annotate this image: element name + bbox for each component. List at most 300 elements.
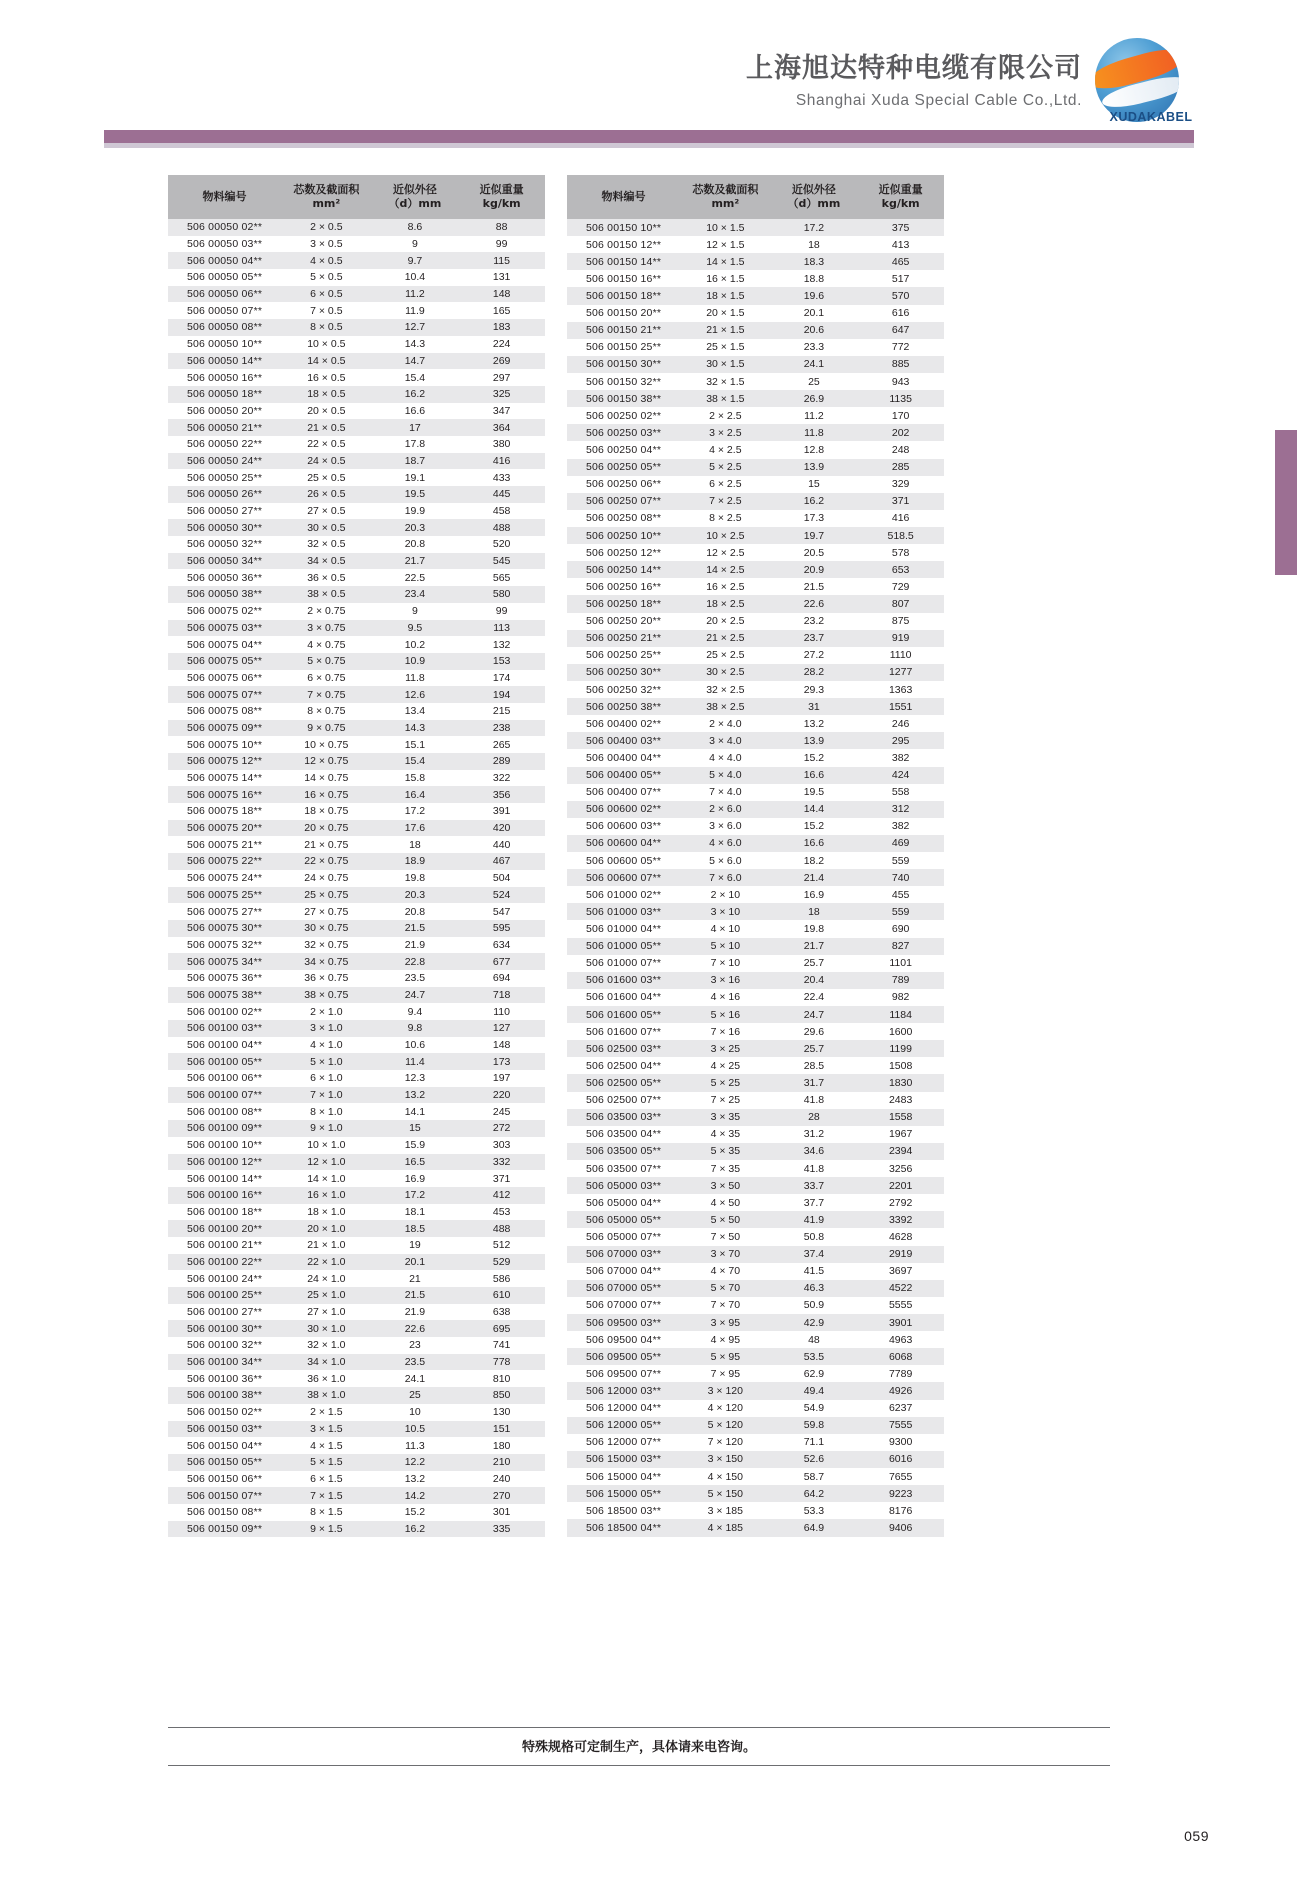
table-row: [168, 269, 545, 286]
col-header-cores-line2: mm²: [312, 197, 341, 210]
cell-outer-diameter: 17: [409, 421, 421, 434]
cell-outer-diameter: 16.5: [404, 1155, 426, 1168]
cell-cores-area: 14 × 0.75: [304, 772, 349, 785]
table-row: [567, 407, 944, 424]
cell-outer-diameter: 23.7: [803, 632, 825, 645]
table-row: [567, 270, 944, 287]
cell-code: 506 00050 10**: [186, 338, 263, 351]
cell-weight: 412: [492, 1189, 511, 1202]
cell-weight: 289: [492, 755, 511, 768]
cell-cores-area: 25 × 1.0: [307, 1289, 346, 1302]
table-row: [168, 302, 545, 319]
cell-outer-diameter: 14.1: [404, 1105, 426, 1118]
cell-code: 506 00600 07**: [585, 871, 662, 884]
cell-outer-diameter: 10.5: [404, 1422, 426, 1435]
cell-code: 506 00075 38**: [186, 988, 263, 1001]
cell-cores-area: 24 × 0.5: [307, 454, 346, 467]
cell-outer-diameter: 18.3: [803, 255, 825, 268]
table-row: [168, 670, 545, 687]
cell-cores-area: 25 × 0.5: [307, 471, 346, 484]
cell-weight: 173: [492, 1055, 511, 1068]
table-row: [567, 972, 944, 989]
cell-weight: 115: [493, 254, 510, 267]
cell-outer-diameter: 14.3: [404, 338, 426, 351]
cell-weight: 504: [492, 872, 511, 885]
cell-outer-diameter: 13.9: [803, 461, 825, 474]
logo-wordmark: XUDAKABEL: [1109, 110, 1193, 124]
cell-outer-diameter: 34.6: [803, 1145, 825, 1158]
table-row: [567, 236, 944, 253]
cell-cores-area: 4 × 185: [707, 1522, 743, 1535]
table-row: [567, 664, 944, 681]
table-row: [168, 453, 545, 470]
cell-outer-diameter: 18.1: [404, 1205, 426, 1218]
cell-weight: 88: [495, 221, 508, 234]
col-header-cores: [281, 175, 371, 219]
cell-cores-area: 20 × 0.75: [304, 822, 349, 835]
cell-cores-area: 7 × 25: [710, 1094, 741, 1107]
table-row: [567, 1160, 944, 1177]
table-row: [168, 353, 545, 370]
cell-cores-area: 7 × 0.75: [307, 688, 346, 701]
table-row: [168, 1037, 545, 1054]
table-row: [168, 569, 545, 586]
cell-weight: 132: [492, 638, 511, 651]
cell-weight: 520: [492, 538, 511, 551]
cell-outer-diameter: 71.1: [803, 1436, 825, 1449]
table-row: [567, 1348, 944, 1365]
cell-code: 506 00150 07**: [186, 1489, 263, 1502]
cell-cores-area: 4 × 50: [710, 1196, 741, 1209]
cell-outer-diameter: 31: [808, 700, 820, 713]
cell-code: 506 00150 12**: [585, 238, 662, 251]
cell-cores-area: 3 × 95: [710, 1316, 741, 1329]
table-row: [168, 603, 545, 620]
cell-cores-area: 12 × 2.5: [706, 546, 745, 559]
cell-code: 506 00250 02**: [585, 409, 662, 422]
cell-outer-diameter: 18: [409, 838, 421, 851]
cell-cores-area: 7 × 35: [710, 1162, 741, 1175]
cell-code: 506 00400 04**: [585, 751, 662, 764]
table-row: [567, 869, 944, 886]
cell-outer-diameter: 18.7: [404, 454, 426, 467]
cell-outer-diameter: 19.8: [404, 872, 426, 885]
cell-weight: 558: [891, 786, 910, 799]
cell-code: 506 00075 05**: [186, 655, 263, 668]
table-row: [567, 749, 944, 766]
cell-outer-diameter: 15.9: [404, 1139, 426, 1152]
cell-weight: 329: [891, 478, 910, 491]
cell-weight: 364: [492, 421, 511, 434]
table-row: [168, 1521, 545, 1538]
table-row: [168, 1320, 545, 1337]
cell-outer-diameter: 22.6: [803, 597, 825, 610]
cell-outer-diameter: 19.6: [803, 289, 825, 302]
cell-code: 506 00250 04**: [585, 443, 662, 456]
cell-outer-diameter: 15.4: [404, 371, 426, 384]
cell-weight: 285: [891, 461, 910, 474]
cell-weight: 325: [492, 388, 511, 401]
table-row: [567, 938, 944, 955]
table-row: [567, 305, 944, 322]
cell-cores-area: 14 × 1.5: [706, 255, 745, 268]
cell-weight: 440: [492, 838, 511, 851]
cell-code: 506 00250 16**: [585, 580, 662, 593]
cell-cores-area: 10 × 0.5: [307, 338, 346, 351]
cell-code: 506 00050 20**: [186, 404, 263, 417]
cell-weight: 245: [492, 1105, 511, 1118]
cell-weight: 778: [492, 1356, 511, 1369]
table-row: [168, 1103, 545, 1120]
cell-cores-area: 21 × 1.5: [706, 324, 745, 337]
cell-weight: 9223: [888, 1487, 913, 1500]
cell-outer-diameter: 52.6: [803, 1453, 825, 1466]
table-row: [168, 836, 545, 853]
cell-code: 506 00050 18**: [186, 388, 263, 401]
cell-code: 506 00400 03**: [585, 734, 662, 747]
cell-code: 506 18500 03**: [585, 1504, 662, 1517]
cell-code: 506 00050 04**: [186, 254, 263, 267]
cell-outer-diameter: 41.8: [803, 1094, 825, 1107]
cell-cores-area: 18 × 2.5: [706, 597, 745, 610]
table-row: [567, 647, 944, 664]
cell-outer-diameter: 12.3: [404, 1072, 426, 1085]
cell-code: 506 00100 14**: [186, 1172, 263, 1185]
cell-weight: 3392: [888, 1213, 913, 1226]
cell-weight: 248: [891, 443, 910, 456]
cell-cores-area: 12 × 0.75: [304, 755, 349, 768]
cell-code: 506 00075 34**: [186, 955, 263, 968]
company-name-cn: 上海旭达特种电缆有限公司: [746, 53, 1082, 84]
cell-code: 506 00100 21**: [186, 1239, 263, 1252]
cell-code: 506 00050 36**: [186, 571, 263, 584]
table-row: [168, 620, 545, 637]
cell-code: 506 05000 04**: [585, 1196, 662, 1209]
cell-cores-area: 34 × 0.5: [307, 555, 346, 568]
cell-outer-diameter: 9: [411, 605, 418, 618]
cell-outer-diameter: 16.9: [404, 1172, 426, 1185]
cell-weight: 512: [492, 1239, 511, 1252]
cell-weight: 807: [891, 597, 910, 610]
cell-cores-area: 21 × 0.75: [304, 838, 349, 851]
cell-cores-area: 7 × 4.0: [709, 786, 742, 799]
cell-outer-diameter: 10: [409, 1406, 421, 1419]
cell-code: 506 01000 07**: [585, 957, 662, 970]
cell-outer-diameter: 19.1: [404, 471, 426, 484]
cell-code: 506 01600 05**: [585, 1008, 662, 1021]
cell-code: 506 12000 07**: [585, 1436, 662, 1449]
table-row: [168, 236, 545, 253]
col-header-weight-line2: kg/km: [482, 197, 521, 210]
cell-outer-diameter: 25.7: [803, 957, 825, 970]
table-row: [567, 989, 944, 1006]
cell-code: 506 00250 10**: [585, 529, 662, 542]
cell-weight: 265: [492, 738, 511, 751]
cell-outer-diameter: 41.8: [803, 1162, 825, 1175]
cell-cores-area: 27 × 0.75: [304, 905, 349, 918]
table-row: [168, 1237, 545, 1254]
cell-outer-diameter: 23.5: [404, 972, 426, 985]
cell-outer-diameter: 21.5: [803, 580, 825, 593]
cell-outer-diameter: 54.9: [803, 1402, 825, 1415]
cell-cores-area: 9 × 0.75: [307, 721, 346, 734]
cell-code: 506 00150 05**: [186, 1456, 263, 1469]
cell-cores-area: 22 × 0.75: [304, 855, 349, 868]
cell-code: 506 00075 07**: [186, 688, 263, 701]
cell-weight: 518.5: [887, 529, 914, 542]
cell-code: 506 01600 07**: [585, 1025, 662, 1038]
cell-weight: 595: [492, 922, 511, 935]
cell-cores-area: 4 × 120: [707, 1402, 743, 1415]
table-row: [567, 373, 944, 390]
cell-code: 506 00050 08**: [186, 321, 263, 334]
cell-code: 506 00600 03**: [585, 820, 662, 833]
cell-code: 506 00150 38**: [585, 392, 662, 405]
table-row: [567, 732, 944, 749]
cell-weight: 559: [891, 854, 910, 867]
table-row: [567, 1074, 944, 1091]
table-row: [168, 369, 545, 386]
table-row: [168, 1220, 545, 1237]
cell-code: 506 09500 05**: [585, 1350, 662, 1363]
cell-weight: 1558: [888, 1111, 913, 1124]
cell-outer-diameter: 21.7: [404, 555, 426, 568]
table-row: [567, 1382, 944, 1399]
cell-code: 506 00075 36**: [186, 972, 263, 985]
cell-weight: 469: [891, 837, 910, 850]
cell-code: 506 00150 21**: [585, 324, 662, 337]
cell-code: 506 00150 03**: [186, 1422, 263, 1435]
cell-outer-diameter: 17.2: [803, 221, 825, 234]
section-side-tab: [1275, 430, 1297, 575]
cell-weight: 148: [492, 1039, 511, 1052]
cell-code: 506 07000 05**: [585, 1282, 662, 1295]
table-row: [567, 1314, 944, 1331]
company-title-block: [746, 52, 1082, 112]
cell-cores-area: 5 × 6.0: [709, 854, 742, 867]
cell-weight: 690: [891, 923, 910, 936]
cell-weight: 356: [492, 788, 511, 801]
cell-code: 506 00075 03**: [186, 621, 263, 634]
cell-weight: 789: [891, 974, 910, 987]
cell-weight: 729: [891, 580, 910, 593]
spec-table-left-body: [168, 219, 545, 1537]
cell-cores-area: 7 × 6.0: [709, 871, 742, 884]
cell-cores-area: 4 × 6.0: [709, 837, 742, 850]
cell-weight: 695: [492, 1322, 511, 1335]
cell-code: 506 00400 05**: [585, 769, 662, 782]
cell-code: 506 00250 30**: [585, 666, 662, 679]
cell-weight: 694: [492, 972, 511, 985]
cell-code: 506 07000 07**: [585, 1299, 662, 1312]
cell-outer-diameter: 11.2: [804, 409, 824, 422]
table-row: [168, 1404, 545, 1421]
cell-weight: 148: [492, 288, 511, 301]
cell-code: 506 00100 03**: [186, 1022, 263, 1035]
cell-cores-area: 3 × 70: [710, 1248, 741, 1261]
cell-code: 506 05000 07**: [585, 1231, 662, 1243]
cell-outer-diameter: 12.8: [803, 443, 825, 456]
table-row: [567, 818, 944, 835]
table-header-row: [567, 175, 944, 219]
cell-outer-diameter: 23.3: [803, 341, 825, 354]
cell-weight: 4522: [888, 1282, 913, 1295]
cell-cores-area: 4 × 70: [710, 1265, 741, 1278]
col-header-od-line1: 近似外径: [791, 183, 836, 196]
cell-outer-diameter: 13.2: [404, 1472, 426, 1485]
cell-code: 506 00100 24**: [186, 1272, 263, 1285]
cell-outer-diameter: 20.4: [803, 974, 825, 987]
cell-code: 506 00075 27**: [186, 905, 263, 918]
cell-code: 506 00050 26**: [186, 488, 263, 501]
cell-weight: 7555: [888, 1419, 913, 1432]
cell-cores-area: 27 × 1.0: [307, 1306, 346, 1319]
cell-weight: 335: [492, 1522, 511, 1535]
cell-weight: 547: [492, 905, 511, 918]
cell-code: 506 00150 06**: [186, 1472, 263, 1485]
cell-cores-area: 3 × 6.0: [709, 820, 742, 833]
table-row: [567, 613, 944, 630]
cell-weight: 416: [891, 512, 910, 525]
cell-cores-area: 18 × 0.75: [304, 805, 349, 818]
cell-weight: 8176: [888, 1504, 913, 1517]
cell-code: 506 03500 03**: [585, 1111, 662, 1124]
cell-cores-area: 5 × 16: [710, 1008, 741, 1021]
cell-weight: 153: [492, 655, 511, 668]
cell-outer-diameter: 24.1: [803, 358, 825, 371]
cell-outer-diameter: 16.2: [803, 495, 825, 508]
cell-cores-area: 16 × 0.5: [307, 371, 346, 384]
cell-code: 506 12000 04**: [585, 1402, 662, 1415]
cell-weight: 240: [492, 1472, 511, 1485]
cell-code: 506 00250 32**: [585, 683, 662, 696]
cell-outer-diameter: 9.5: [407, 621, 423, 634]
cell-code: 506 01600 04**: [585, 991, 662, 1004]
cell-weight: 465: [891, 255, 910, 268]
table-row: [567, 1023, 944, 1040]
cell-code: 506 01000 04**: [585, 923, 662, 936]
cell-cores-area: 14 × 0.5: [307, 354, 346, 367]
cell-code: 506 00100 30**: [186, 1322, 263, 1335]
cell-cores-area: 38 × 2.5: [706, 700, 745, 713]
cell-weight: 565: [492, 571, 511, 584]
table-row: [567, 1126, 944, 1143]
cell-outer-diameter: 14.2: [404, 1489, 426, 1502]
table-row: [567, 1451, 944, 1468]
cell-cores-area: 2 × 2.5: [709, 409, 742, 422]
cell-code: 506 09500 04**: [585, 1333, 662, 1346]
cell-outer-diameter: 21.5: [404, 922, 426, 935]
cell-outer-diameter: 20.1: [404, 1255, 426, 1268]
cell-outer-diameter: 21.5: [404, 1289, 426, 1302]
cell-outer-diameter: 13.9: [803, 734, 825, 747]
cell-weight: 529: [492, 1255, 511, 1268]
cell-weight: 413: [891, 238, 910, 251]
cell-code: 506 09500 03**: [585, 1316, 662, 1329]
cell-cores-area: 6 × 0.5: [310, 288, 343, 301]
cell-code: 506 00050 27**: [186, 505, 263, 518]
table-row: [567, 561, 944, 578]
cell-cores-area: 4 × 16: [710, 991, 741, 1004]
cell-weight: 3901: [888, 1316, 913, 1329]
cell-weight: 375: [891, 221, 910, 234]
cell-outer-diameter: 23: [409, 1339, 421, 1352]
cell-weight: 517: [891, 272, 910, 285]
table-row: [567, 459, 944, 476]
table-row: [567, 784, 944, 801]
cell-weight: 718: [492, 988, 511, 1001]
note-divider-bottom: [168, 1765, 1110, 1766]
cell-outer-diameter: 31.7: [803, 1077, 825, 1090]
cell-code: 506 00250 25**: [585, 649, 662, 662]
cell-code: 506 07000 03**: [585, 1248, 662, 1261]
table-row: [567, 1211, 944, 1228]
cell-weight: 303: [492, 1139, 511, 1152]
cell-cores-area: 5 × 25: [710, 1077, 741, 1090]
cell-code: 506 00050 03**: [186, 238, 263, 251]
table-row: [168, 319, 545, 336]
cell-cores-area: 16 × 0.75: [304, 788, 349, 801]
cell-weight: 1508: [888, 1059, 913, 1072]
table-row: [567, 715, 944, 732]
col-header-weight-line1: 近似重量: [878, 183, 923, 196]
cell-outer-diameter: 15: [808, 478, 820, 491]
cell-cores-area: 3 × 185: [707, 1504, 743, 1517]
cell-cores-area: 22 × 0.5: [307, 438, 346, 451]
cell-weight: 545: [492, 555, 511, 568]
cell-weight: 110: [493, 1005, 510, 1018]
cell-cores-area: 21 × 1.0: [307, 1239, 346, 1252]
cell-weight: 943: [891, 375, 910, 388]
table-row: [168, 970, 545, 987]
cell-outer-diameter: 28.5: [803, 1059, 825, 1072]
cell-weight: 113: [493, 621, 510, 634]
cell-cores-area: 3 × 25: [710, 1042, 741, 1055]
cell-weight: 2792: [888, 1196, 913, 1209]
cell-outer-diameter: 48: [808, 1333, 820, 1346]
cell-outer-diameter: 42.9: [803, 1316, 825, 1329]
cell-outer-diameter: 13.2: [404, 1089, 426, 1102]
cell-cores-area: 36 × 0.75: [304, 972, 349, 985]
cell-weight: 183: [492, 321, 511, 334]
cell-code: 506 09500 07**: [585, 1367, 662, 1380]
cell-weight: 301: [492, 1506, 511, 1519]
cell-outer-diameter: 10.6: [404, 1039, 426, 1052]
table-row: [168, 386, 545, 403]
cell-weight: 1184: [889, 1008, 912, 1021]
col-header-od-line1: 近似外径: [392, 183, 437, 196]
table-row: [567, 1400, 944, 1417]
cell-code: 506 00075 25**: [186, 888, 263, 901]
cell-weight: 224: [492, 338, 511, 351]
cell-code: 506 00250 05**: [585, 461, 662, 474]
cell-cores-area: 30 × 1.5: [706, 358, 745, 371]
cell-cores-area: 20 × 2.5: [706, 615, 745, 628]
cell-cores-area: 30 × 1.0: [307, 1322, 346, 1335]
table-row: [168, 1003, 545, 1020]
col-header-cores-line1: 芯数及截面积: [692, 183, 759, 196]
cell-cores-area: 8 × 0.75: [307, 705, 346, 718]
cell-weight: 215: [492, 705, 511, 718]
cell-outer-diameter: 22.4: [803, 991, 825, 1004]
cell-cores-area: 2 × 4.0: [709, 717, 742, 730]
table-row: [567, 527, 944, 544]
cell-code: 506 00050 24**: [186, 454, 263, 467]
cell-outer-diameter: 50.8: [803, 1231, 825, 1243]
table-row: [168, 286, 545, 303]
cell-code: 506 00050 02**: [186, 221, 263, 234]
cell-weight: 433: [492, 471, 511, 484]
